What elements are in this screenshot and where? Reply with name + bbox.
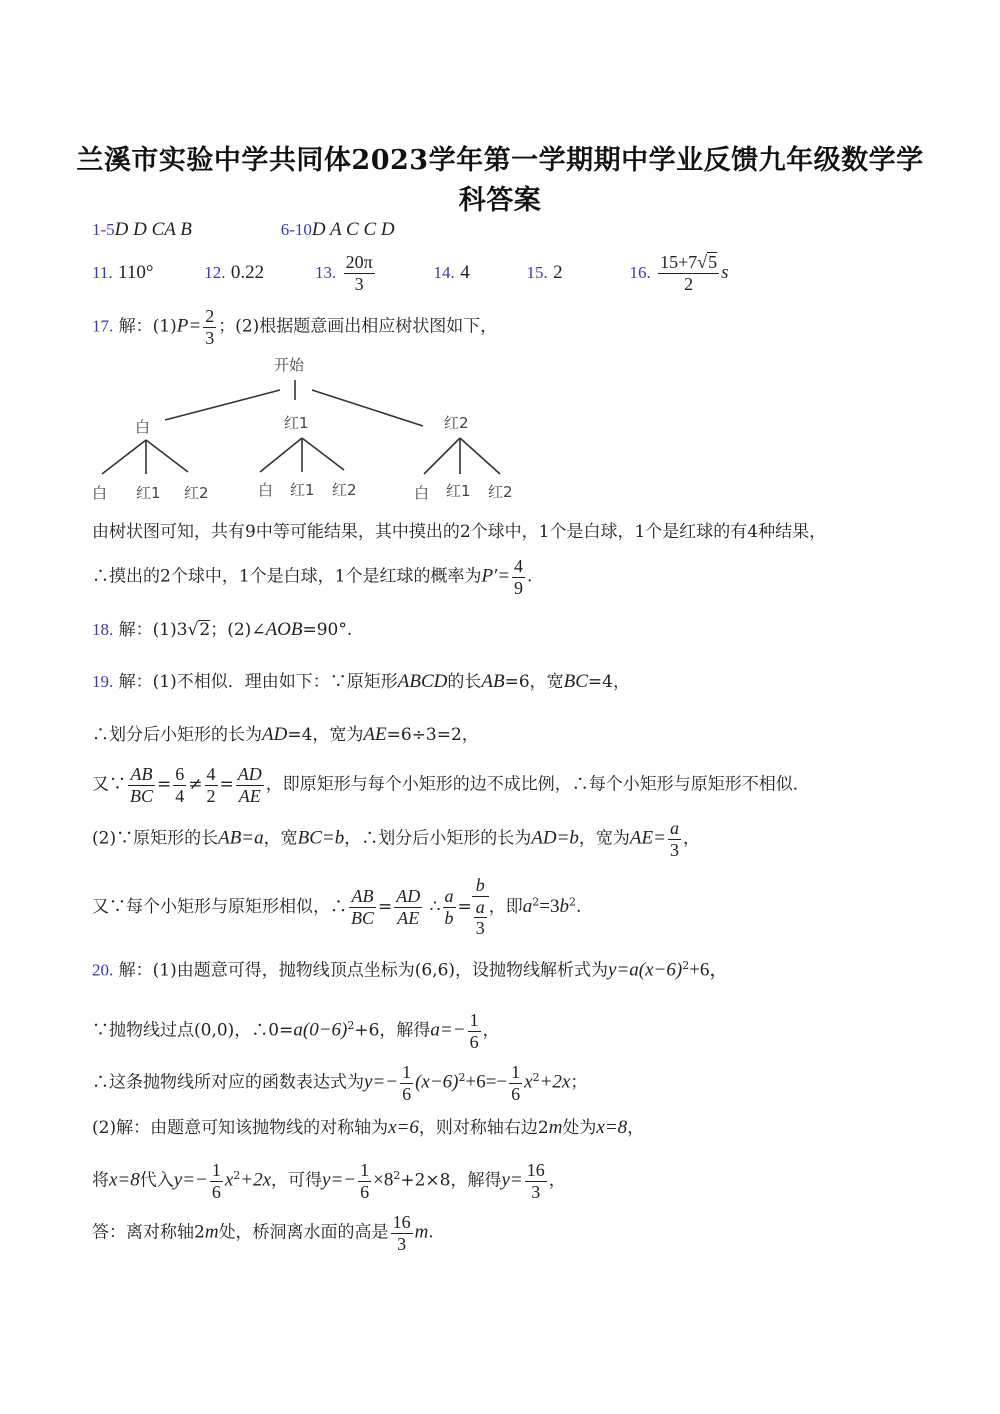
frac-den: AE	[238, 785, 261, 806]
q18-text-a: 解：(1)3	[118, 620, 188, 640]
frac-den: 6	[360, 1181, 370, 1202]
q19-l5-a: 又∵每个小矩形与原矩形相似，∴	[92, 897, 347, 918]
q20-l6-end: .	[428, 1222, 434, 1243]
q19-l3-frac3	[205, 764, 218, 806]
equals: =	[378, 897, 393, 918]
frac-num: AB	[128, 764, 155, 786]
probability-tree-diagram	[80, 350, 540, 510]
q19-l4-frac	[668, 818, 681, 860]
q18-sqrt: 2	[199, 620, 211, 640]
q20-l2-a: ∵抛物线过点(0,0)，∴0=	[92, 1020, 294, 1041]
q20-l2-frac	[468, 1010, 481, 1052]
frac-num: 1	[360, 1160, 370, 1180]
q16-num-a: 15+7	[660, 252, 698, 272]
tree-leaf: 红2	[488, 483, 513, 501]
q19-l5-frac3	[443, 886, 456, 928]
q20-l3-c: +6=−	[465, 1071, 508, 1093]
q20-l3-a: ∴这条抛物线所对应的函数表达式为	[92, 1072, 364, 1093]
q18-line: 18. 解：(1)3√2；(2)∠AOB=90°.	[92, 619, 353, 640]
q20-l5-f: ×8	[373, 1169, 394, 1191]
q20-l4-b: ，则对称轴右边2	[418, 1118, 549, 1138]
q17-line3	[92, 556, 532, 598]
frac-num: AD	[237, 764, 262, 784]
q19-l2-ad: AD	[262, 724, 288, 745]
q20-l5-c: x	[224, 1169, 234, 1191]
q15-answer: 2	[553, 261, 563, 283]
q20-l5-frac3	[525, 1160, 547, 1202]
tree-edge	[146, 440, 188, 472]
q17-line3-text: ∴摸出的2个球中，1个是白球，1个是红球的概率为	[92, 566, 482, 587]
frac-den: 3	[475, 918, 485, 939]
q13-fraction	[344, 252, 375, 294]
q17-line2: 由树状图可知，共有9中等可能结果，其中摸出的2个球中，1个是白球，1个是红球的有4种结果，	[92, 522, 827, 542]
q20-l3-y: y=−	[364, 1071, 399, 1093]
q17-p: P=	[176, 315, 202, 337]
page-title-line1: 兰溪市实验中学共同体2023学年第一学期期中学业反馈九年级数学学	[76, 145, 924, 176]
q19-line1	[92, 672, 630, 691]
q18-aob: AOB	[265, 619, 303, 640]
frac-num: 1	[511, 1062, 521, 1082]
q20-l5-a: 将	[92, 1170, 109, 1191]
q19-l5-res: a	[522, 896, 533, 918]
tree-leaf: 红2	[332, 481, 357, 499]
q13-label: 13.	[314, 262, 337, 282]
q20-l5-end: ，	[548, 1170, 566, 1191]
q19-l5-end: .	[575, 897, 582, 918]
q17-fraction	[203, 306, 216, 348]
frac-num: b	[472, 876, 489, 897]
q16-den: 2	[684, 273, 694, 294]
q16-fraction: $\frac{15+7√5}{2}$	[660, 252, 718, 294]
q19-l4-e: ，	[682, 828, 700, 849]
frac-num: 16	[526, 1160, 545, 1180]
q20-label: 20.	[92, 960, 114, 980]
tree-leaf: 红2	[184, 484, 209, 502]
q20-line3: ∴这条抛物线所对应的函数表达式为y=− $\frac{1}{6}$ $(x-6)^2+6=-$ $\frac{1}{6}$ $x^2+2x$；	[92, 1062, 588, 1104]
q19-l4-a: (2)∵原矩形的长	[92, 828, 219, 849]
q14-answer: 4	[460, 261, 470, 283]
q19-l1-c: =6，宽	[504, 672, 564, 692]
frac-num: AB	[349, 886, 376, 908]
q19-l5-res2: =3	[539, 896, 560, 918]
frac-den: 3	[669, 839, 679, 860]
q20-line5: 将x=8代入y=− $\frac{1}{6}$ $x^2+2x$，可得y=− $\frac{1}{6}$ $\times 8^2+2\times 8$，解得y= $\frac{16}{3}$ ，	[92, 1160, 566, 1202]
q20-l3-frac2	[509, 1062, 522, 1104]
not-equal: ≠	[188, 774, 203, 795]
frac-num: a	[669, 818, 679, 838]
q20-l5-y3: y=	[501, 1169, 523, 1191]
tree-l1-red1: 红1	[284, 414, 309, 432]
frac-den: 2	[206, 785, 216, 806]
q11-label: 11.	[92, 262, 113, 282]
q20-l5-frac1	[210, 1160, 223, 1202]
q20-l4-a: (2)解：由题意可知该抛物线的对称轴为	[92, 1118, 389, 1138]
q20-l2-eq: a(0−6)	[293, 1019, 348, 1041]
q20-l1-eq: y=a(x−6)	[608, 959, 683, 981]
inner-frac	[474, 897, 487, 939]
q19-l4-d: ，宽为	[578, 828, 630, 849]
q20-l3-b: (x−6)	[415, 1071, 459, 1093]
frac-num: 6	[175, 764, 185, 784]
q17-frac-num: 2	[205, 306, 215, 326]
q19-line2	[92, 725, 479, 744]
q19-l4-b: ，宽	[263, 828, 298, 849]
q20-l4-m: m	[548, 1117, 563, 1138]
tree-edge	[302, 438, 344, 470]
q11-answer: 110°	[118, 261, 154, 283]
q17-line3-p: P′=	[481, 565, 511, 587]
q20-l5-b: 代入	[139, 1170, 174, 1191]
frac-den: BC	[130, 785, 154, 806]
q17-line3-fraction	[512, 556, 525, 598]
q19-l4-ae: AE=	[629, 827, 666, 849]
q20-l1-a: 解：(1)由题意可得，抛物线顶点坐标为(6,6)，设抛物线解析式为	[118, 960, 609, 981]
q19-l2-b: =4，宽为	[287, 725, 364, 745]
q20-line6	[92, 1212, 434, 1254]
q19-l1-d: =4，	[587, 672, 630, 692]
q20-l3-frac1	[400, 1062, 413, 1104]
tree-leaf: 红1	[446, 482, 471, 500]
q19-l3-frac1	[128, 764, 155, 806]
q6-10-label: 6-10	[280, 220, 312, 239]
q20-l5-y2: y=−	[322, 1169, 357, 1191]
frac-num: 1	[402, 1062, 412, 1082]
q20-l5-d: +2x	[240, 1169, 272, 1191]
q17-line3-den: 9	[514, 577, 524, 598]
q20-l4-end: ，	[627, 1118, 645, 1138]
frac-den: 4	[175, 785, 185, 806]
q19-l1-ab: AB	[481, 671, 505, 692]
q19-l1-bc: BC	[563, 671, 588, 692]
tree-edge	[260, 438, 302, 472]
q19-l5-b: ，即	[488, 897, 523, 918]
q20-line4	[92, 1118, 644, 1137]
q17-frac-den: 3	[205, 327, 215, 348]
q20-l4-c: 处为	[562, 1118, 597, 1138]
q19-l1-abcd: ABCD	[397, 671, 448, 692]
q19-line5: 又∵每个小矩形与原矩形相似，∴ $\frac{AB}{BC}$ = $\frac{AD}{AE}$ ∴ $\frac{a}{b}$ = $\frac{b}{\frac{a}{3}}$ ，即$a^2=3b^2$.	[92, 875, 582, 939]
q16-num-sqrt: 5	[708, 252, 718, 272]
q20-l5-y: y=−	[173, 1169, 208, 1191]
q1-5-answers: D D CA B	[114, 219, 192, 240]
q17-part2: ；(2)根据题意画出相应树状图如下，	[218, 316, 498, 337]
q17-intro: 解：(1)	[118, 316, 177, 337]
frac-num: 4	[206, 764, 216, 784]
frac-den: 3	[397, 1233, 407, 1254]
q18-label: 18.	[92, 620, 114, 639]
q20-l5-g: +2×8，解得	[400, 1170, 502, 1191]
frac-den: 6	[469, 1031, 479, 1052]
frac-num: 1	[211, 1160, 221, 1180]
q20-l6-frac	[391, 1212, 413, 1254]
q19-l4-ad: AD=b	[531, 827, 579, 849]
equals: =	[157, 774, 172, 795]
tree-l1-red2: 红2	[444, 414, 469, 432]
frac-num: a	[475, 896, 485, 917]
tree-root: 开始	[274, 356, 305, 374]
q19-l5-frac1	[349, 886, 376, 928]
tree-leaf: 白	[414, 484, 430, 502]
q19-l4-ab: AB=a	[218, 827, 264, 849]
q20-l2-end: ，	[482, 1020, 500, 1041]
q20-l4-x2: x=8	[596, 1117, 628, 1138]
tree-leaf: 红1	[290, 481, 315, 499]
tree-leaf: 白	[92, 484, 108, 502]
q19-l3-frac4	[236, 764, 264, 806]
q19-l2-a: ∴划分后小矩形的长为	[92, 725, 262, 745]
q12-label: 12.	[204, 262, 226, 282]
frac-num: 16	[392, 1212, 411, 1232]
q19-l4-bc: BC=b	[297, 827, 345, 849]
q20-line2: ∵抛物线过点(0,0)，$\therefore 0=a(0-6)^2+6$，解得a=− $\frac{1}{6}$ ，	[92, 1010, 500, 1052]
tree-l1-white: 白	[135, 418, 151, 436]
frac-den: 6	[511, 1083, 521, 1104]
q20-l5-e: ，可得	[271, 1170, 323, 1191]
fill-answers	[92, 252, 729, 294]
q20-l6-m2: m	[414, 1221, 429, 1243]
q19-l3-a: 又∵	[92, 774, 126, 795]
q18-text-b: ；(2)∠	[210, 620, 266, 640]
frac-den: BC	[351, 908, 375, 929]
q16-suffix: s	[721, 261, 729, 283]
q20-l6-a: 答：离对称轴2	[92, 1222, 205, 1243]
frac-num: a	[444, 886, 454, 907]
q20-l2-a2: a=−	[430, 1019, 466, 1041]
q19-l5-nested-frac	[472, 876, 489, 939]
frac-den: b	[444, 908, 454, 929]
q18-text-c: =90°.	[302, 620, 353, 640]
q19-l3-frac2	[173, 764, 186, 806]
q20-l5-x: x=8	[109, 1169, 140, 1191]
q20-l1-end: +6，	[689, 959, 729, 981]
q17-line3-end: .	[527, 566, 533, 587]
therefore: ∴	[429, 897, 441, 918]
q19-l2-c: =6÷3=2，	[386, 725, 479, 745]
frac-num: AD	[396, 886, 421, 907]
tree-edge	[424, 438, 460, 474]
tree-edge-root-red2	[312, 390, 423, 426]
q19-l1-a: 解：(1)不相似．理由如下：∵原矩形	[118, 672, 398, 692]
q13-den: 3	[354, 273, 364, 294]
tree-leaf: 红1	[136, 484, 161, 502]
q19-label: 19.	[92, 672, 114, 691]
tree-edge	[102, 440, 146, 474]
q19-l5-res3: b	[559, 896, 569, 918]
q17-label: 17.	[92, 316, 114, 336]
tree-edge	[460, 438, 500, 474]
frac-den: 3	[531, 1181, 541, 1202]
q14-label: 14.	[433, 262, 455, 282]
q20-l3-end: ；	[570, 1072, 588, 1093]
q19-l3-b: ，即原矩形与每个小矩形的边不成比例，∴每个小矩形与原矩形不相似．	[265, 774, 810, 795]
q17-line3-num: 4	[514, 556, 524, 576]
equals: =	[219, 774, 234, 795]
frac-den	[472, 897, 489, 939]
equals: =	[457, 897, 472, 918]
tree-leaf: 白	[258, 481, 274, 499]
q20-l6-m: m	[204, 1221, 219, 1243]
q20-l5-frac2	[358, 1160, 371, 1202]
q19-l5-frac2	[394, 886, 422, 928]
q1-5-label: 1-5	[92, 220, 115, 239]
q19-l2-ae: AE	[363, 724, 387, 745]
q20-l2-b: +6，解得	[354, 1020, 431, 1041]
choice-answers	[92, 220, 395, 239]
q19-line3	[92, 764, 810, 806]
q19-l1-b: 的长	[447, 672, 482, 692]
q17-line1	[92, 306, 497, 348]
frac-num: 1	[469, 1010, 479, 1030]
q19-l4-c: ，∴划分后小矩形的长为	[344, 828, 532, 849]
q19-line4	[92, 818, 700, 860]
q20-line1: 20. 解：(1)由题意可得，抛物线顶点坐标为(6,6)，设抛物线解析式为$y=a(x-6)^2+6$，	[92, 959, 729, 981]
frac-den: 6	[211, 1181, 221, 1202]
q12-answer: 0.22	[230, 261, 265, 283]
q15-label: 15.	[526, 262, 548, 282]
q20-l4-x: x=6	[388, 1117, 419, 1138]
q20-l3-d: x	[524, 1071, 533, 1093]
page-title-line2: 科答案	[458, 185, 542, 216]
tree-edge-root-white	[165, 390, 280, 420]
frac-den: AE	[397, 908, 420, 929]
q20-l6-b: 处，桥洞离水面的高是	[218, 1222, 389, 1243]
q16-label: 16.	[629, 262, 651, 282]
q13-num: 20π	[345, 252, 373, 273]
q20-l3-e: +2x	[539, 1071, 571, 1093]
frac-den: 6	[402, 1083, 412, 1104]
q6-10-answers: D A C C D	[311, 219, 395, 240]
